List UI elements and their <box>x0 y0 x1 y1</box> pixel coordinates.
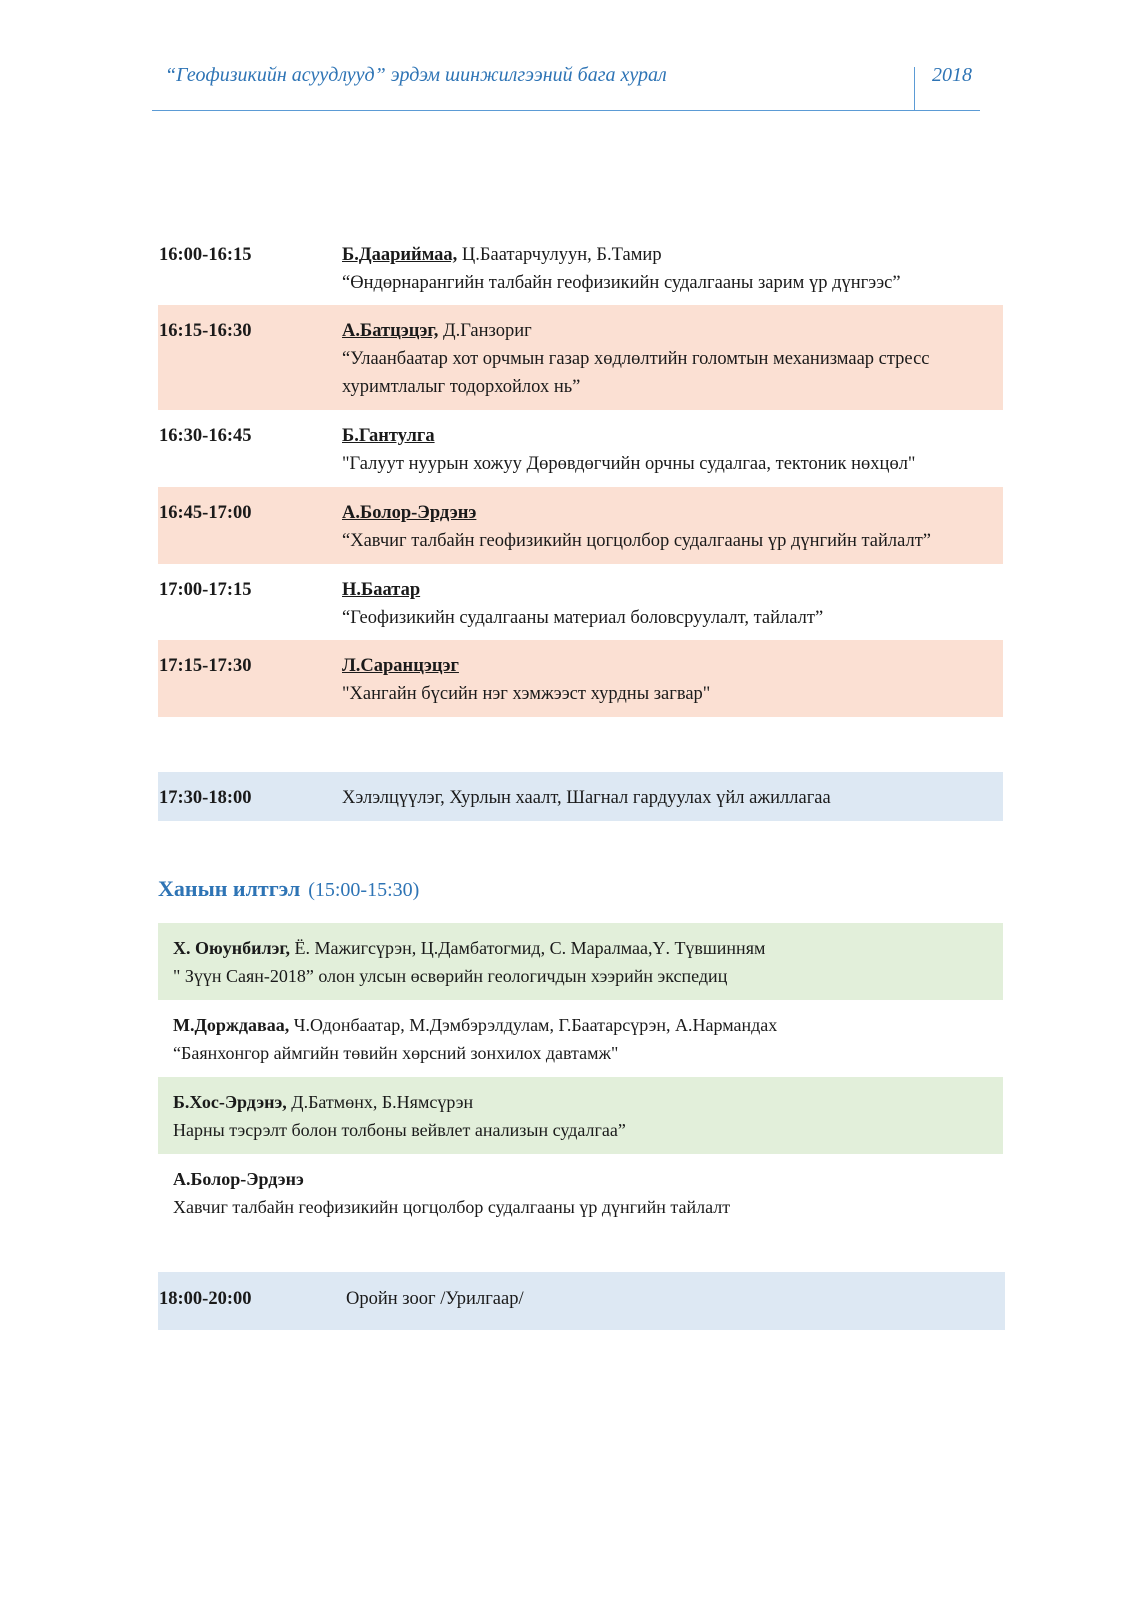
poster-title: " Зүүн Саян-2018” олон улсын өсвөрийн геологичдын хээрийн экспедиц <box>173 966 728 986</box>
schedule-content <box>342 422 995 478</box>
header-rule <box>152 110 980 111</box>
schedule-content <box>342 317 995 401</box>
poster-authors: Ч.Одонбаатар, М.Дэмбэрэлдулам, Г.Баатарсүрэн, А.Нармандах <box>289 1015 778 1035</box>
schedule-content <box>342 499 995 555</box>
schedule-speaker: Н.Баатар <box>342 580 421 600</box>
schedule-time: 16:00-16:15 <box>159 245 252 265</box>
poster-item <box>158 1077 1003 1154</box>
schedule-row <box>158 564 1003 640</box>
schedule-row <box>158 487 1003 564</box>
closing-text: Хэлэлцүүлэг, Хурлын хаалт, Шагнал гардуулах үйл ажиллагаа <box>342 788 831 808</box>
poster-title: Нарны тэсрэлт болон толбоны вейвлет анализын судалгаа” <box>173 1120 626 1140</box>
schedule-speaker: А.Батцэцэг, <box>342 321 439 341</box>
schedule-coauthors: Ц.Баатарчулуун, Б.Тамир <box>457 245 662 265</box>
schedule-speaker: Б.Гантулга <box>342 426 435 446</box>
poster-item <box>158 1154 1003 1231</box>
section-heading-title: Ханын илтгэл <box>158 876 301 901</box>
header-year: 2018 <box>932 64 972 86</box>
schedule-time: 17:15-17:30 <box>159 656 252 676</box>
poster-authors: Ё. Мажигсүрэн, Ц.Дамбатогмид, С. Маралмаа,Ү. Түвшинням <box>290 938 766 958</box>
schedule-speaker: А.Болор-Эрдэнэ <box>342 503 477 523</box>
schedule-title: "Галуут нуурын хожуу Дөрөвдөгчийн орчны судалгаа, тектоник нөхцөл" <box>342 454 916 474</box>
poster-lead-author: Б.Хос-Эрдэнэ, <box>173 1092 287 1112</box>
schedule-title: “Өндөрнарангийн талбайн геофизикийн судалгааны зарим үр дүнгээс” <box>342 273 901 293</box>
schedule-content <box>342 576 995 632</box>
schedule-time: 16:30-16:45 <box>159 426 252 446</box>
closing-time: 17:30-18:00 <box>159 788 252 808</box>
poster-item <box>158 1000 1003 1077</box>
header-title: “Геофизикийн асуудлууд” эрдэм шинжилгээний бага хурал <box>165 64 667 86</box>
dinner-time: 18:00-20:00 <box>159 1289 252 1309</box>
poster-authors: Д.Батмөнх, Б.Нямсүрэн <box>286 1092 474 1112</box>
schedule-title: “Геофизикийн судалгааны материал боловсруулалт, тайлалт” <box>342 608 824 628</box>
schedule-row <box>158 410 1003 487</box>
schedule-content <box>342 652 995 708</box>
schedule-row <box>158 640 1003 717</box>
schedule-title: “Хавчиг талбайн геофизикийн цогцолбор судалгааны үр дүнгийн тайлалт” <box>342 531 932 551</box>
dinner-text: Оройн зоог /Урилгаар/ <box>346 1289 524 1309</box>
schedule-title: “Улаанбаатар хот орчмын газар хөдлөлтийн голомтын механизмаар стресс хуримтлалыг тодорхойлох нь” <box>342 349 930 397</box>
schedule-time: 16:15-16:30 <box>159 321 252 341</box>
dinner-row <box>158 1272 1005 1330</box>
poster-title: “Баянхонгор аймгийн төвийн хөрсний зонхилох давтамж" <box>173 1043 619 1063</box>
schedule-content <box>342 241 995 297</box>
schedule-coauthors: Д.Ганзориг <box>438 321 532 341</box>
schedule-title: "Хангайн бүсийн нэг хэмжээст хурдны загвар" <box>342 684 711 704</box>
section-heading-time: (15:00-15:30) <box>308 879 420 901</box>
closing-row <box>158 772 1003 821</box>
schedule-speaker: Л.Саранцэцэг <box>342 656 459 676</box>
section-heading <box>158 876 419 902</box>
poster-lead-author: А.Болор-Эрдэнэ <box>173 1169 304 1189</box>
schedule-time: 16:45-17:00 <box>159 503 252 523</box>
schedule-time: 17:00-17:15 <box>159 580 252 600</box>
poster-lead-author: Х. Оюунбилэг, <box>173 938 291 958</box>
poster-item <box>158 923 1003 1000</box>
schedule-row <box>158 239 1003 305</box>
schedule-speaker: Б.Даариймаа, <box>342 245 458 265</box>
poster-title: Хавчиг талбайн геофизикийн цогцолбор судалгааны үр дүнгийн тайлалт <box>173 1197 731 1217</box>
header-divider <box>914 67 915 110</box>
schedule-row <box>158 305 1003 410</box>
poster-lead-author: М.Дорждавaа, <box>173 1015 290 1035</box>
